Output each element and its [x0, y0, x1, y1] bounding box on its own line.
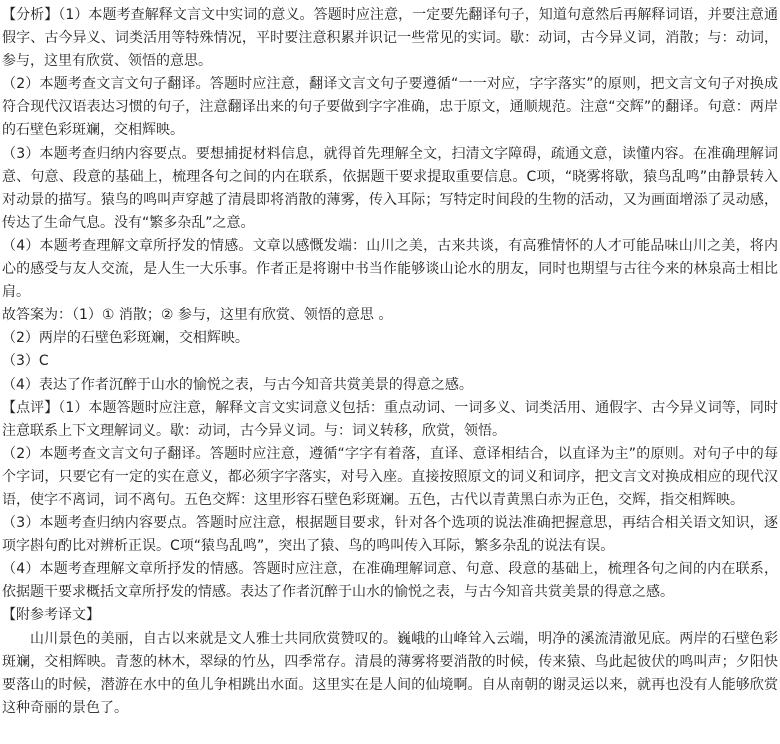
- comment-part-1: 【点评】（1）本题答题时应注意，解释文言文实词意义包括：重点动词、一词多义、词类活用、通假字、古今异义词等，同时注意联系上下文理解词义。歇：动词，古今异义词。与：词义转移，欣赏，领悟。: [2, 399, 778, 439]
- answer-4: （4）表达了作者沉醉于山水的愉悦之表，与古今知音共赏美景的得意之感。: [2, 376, 473, 393]
- analysis-part-3: （3）本题考查归纳内容要点。要想捕捉材料信息，就得首先理解全文，扫清文字障碍，疏通文意，读懂内容。在准确理解词意、句意、段意的基础上，梳理各句之间的内在联系，依据题干要求提取重要信息。C项，“晓雾将歇，猿鸟乱鸣”由静景转入对动景的描写。猿鸟的鸣叫声穿越了清晨即将消散的薄雾，传入耳际；写特定时间段的生物的活动，又为画面增添了灵动感，传达了生命气息。没有“繁多杂乱”之意。: [2, 145, 778, 231]
- answer-3: （3）C: [2, 353, 49, 370]
- answer-2: （2）两岸的石壁色彩斑斓，交相辉映。: [2, 330, 249, 347]
- analysis-part-2: （2）本题考查文言文句子翻译。答题时应注意，翻译文言文句子要遵循“一一对应，字字落实”的原则，把文言文句子对换成符合现代汉语表达习惯的句子，注意翻译出来的句子要做到字字准确，忠于原文，通顺规范。注意“交辉”的翻译。句意：两岸的石壁色彩斑斓，交相辉映。: [2, 76, 778, 139]
- translation-body: 山川景色的美丽，自古以来就是文人雅士共同欣赏赞叹的。巍峨的山峰耸入云端，明净的溪流清澈见底。两岸的石壁色彩斑斓，交相辉映。青葱的林木，翠绿的竹丛，四季常存。清晨的薄雾将要消散的时候，传来猿、鸟此起彼伏的鸣叫声；夕阳快要落山的时候，潜游在水中的鱼儿争相跳出水面。这里实在是人间的仙境啊。自从南朝的谢灵运以来，就再也没有人能够欣赏这种奇丽的景色了。: [2, 630, 778, 716]
- comment-part-4: （4）本题考查理解文章所抒发的情感。答题时应注意，在准确理解词意、句意、段意的基础上，梳理各句之间的内在联系，依据题干要求概括文章所抒发的情感。表达了作者沉醉于山水的愉悦之表，与古今知音共赏美景的得意之感。: [2, 561, 778, 601]
- comment-part-3: （3）本题考查归纳内容要点。答题时应注意，根据题目要求，针对各个选项的说法准确把握意思，再结合相关语文知识，逐项字斟句酌比对辨析正误。C项“猿鸟乱鸣”，突出了猿、鸟的鸣叫传入耳际，繁多杂乱的说法有误。: [2, 515, 778, 555]
- translation-heading: 【附参考译文】: [2, 607, 100, 624]
- answer-intro: 故答案为：（1）① 消散；② 参与，这里有欣赏、领悟的意思 。: [2, 307, 393, 324]
- analysis-part-4: （4）本题考查理解文章所抒发的情感。文章以感慨发端：山川之美，古来共谈，有高雅情怀的人才可能品味山川之美，将内心的感受与友人交流，是人生一大乐事。作者正是将谢中书当作能够谈山论水的朋友，同时也期望与古往今来的林泉高士相比肩。: [2, 237, 778, 301]
- analysis-part-1: 【分析】（1）本题考查解释文言文中实词的意义。答题时应注意，一定要先翻译句子，知道句意然后再解释词语，并要注意通假字、古今异义、词类活用等特殊情况，平时要注意积累并识记一些常见的实词。歇：动词，古今异义词，消散；与：动词，参与，这里有欣赏、领悟的意思。: [2, 7, 778, 70]
- comment-part-2: （2）本题考查文言文句子翻译。答题时应注意，遵循“字字有着落，直译、意译相结合，以直译为主”的原则。对句子中的每个字词，只要它有一定的实在意义，都必须字字落实，对号入座。直接按照原文的词义和词序，把文言文对换成相应的现代汉语，使字不离词，词不离句。五色交辉：这里形容石壁色彩斑斓。五色，古代以青黄黑白赤为正色，交辉，指交相辉映。: [2, 445, 778, 508]
